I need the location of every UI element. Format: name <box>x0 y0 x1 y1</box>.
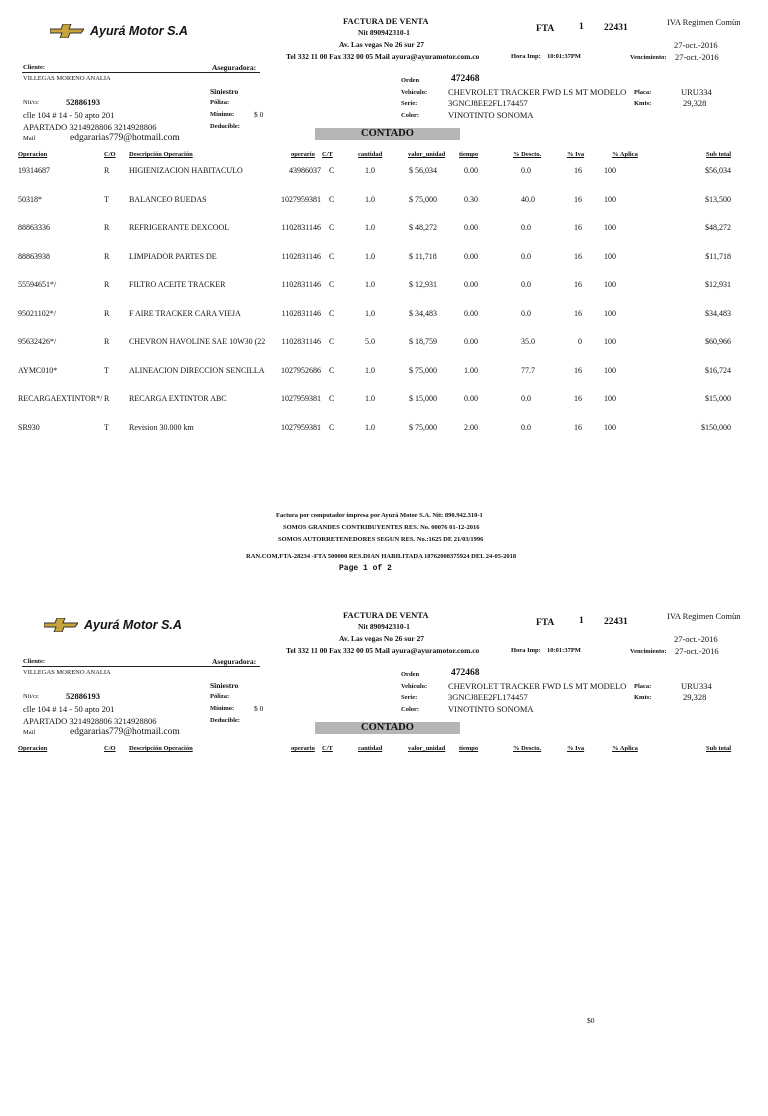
client-label: Cliente: <box>23 658 46 665</box>
policy-label: Póliza: <box>210 99 230 106</box>
cell-iva: 16 <box>574 423 582 432</box>
insurer-label: Aseguradora: <box>212 657 257 666</box>
col-tiempo: tiempo <box>459 745 479 752</box>
cell-aplica: 100 <box>604 309 616 318</box>
serial-number: 3GNCJ8EE2FL174457 <box>448 98 528 108</box>
vehicle-label: Vehículo: <box>401 89 428 96</box>
cell-operario: 1102831146 <box>281 223 321 232</box>
cell-operario: 43986037 <box>289 166 321 175</box>
doc-type: FTA <box>536 24 555 34</box>
mileage-label: Kmts: <box>634 100 652 107</box>
col-ct: C/T <box>322 745 333 752</box>
cell-cantidad: 5.0 <box>365 337 375 346</box>
company-nit: Nit 890942310-1 <box>358 622 410 631</box>
cell-co: T <box>104 195 109 204</box>
cell-descto: 0.0 <box>521 394 531 403</box>
cell-subtotal: $15,000 <box>705 394 731 403</box>
col-aplica: % Aplica <box>612 151 638 158</box>
footer-line-3: SOMOS AUTORRETENEDORES SEGUN RES. No.:1625 DE 21/03/1996 <box>278 536 484 543</box>
cell-aplica: 100 <box>604 252 616 261</box>
cell-valor-unidad: $ 75,000 <box>409 366 437 375</box>
col-aplica: % Aplica <box>612 745 638 752</box>
doc-series: 1 <box>579 616 584 626</box>
mileage: 29,328 <box>683 692 707 702</box>
cell-descripcion: REFRIGERANTE DEXCOOL <box>129 223 230 232</box>
cell-ct: C <box>329 223 335 232</box>
cell-ct: C <box>329 337 335 346</box>
cell-descto: 0.0 <box>521 223 531 232</box>
col-operario: operario <box>291 151 315 158</box>
company-address: Av. Las vegas No 26 sur 27 <box>339 634 424 643</box>
client-phones: APARTADO 3214928806 3214928806 <box>23 122 157 132</box>
cell-valor-unidad: $ 11,718 <box>409 252 437 261</box>
cell-operario: 1102831146 <box>281 280 321 289</box>
mileage: 29,328 <box>683 98 707 108</box>
cell-aplica: 100 <box>604 280 616 289</box>
cell-ct: C <box>329 195 335 204</box>
deductible-label: Deducible: <box>210 717 240 724</box>
cell-descripcion: LIMPIADOR PARTES DE <box>129 252 217 261</box>
cell-aplica: 100 <box>604 394 616 403</box>
cell-descripcion: RECARGA EXTINTOR ABC <box>129 394 227 403</box>
client-address: clle 104 # 14 - 50 apto 201 <box>23 704 115 714</box>
company-name: Ayurá Motor S.A <box>84 618 182 632</box>
col-subtotal: Sub total <box>706 151 732 158</box>
client-nit-label: Nit/cc <box>23 99 39 106</box>
cell-aplica: 100 <box>604 366 616 375</box>
cell-operacion: 88863336 <box>18 223 50 232</box>
order-label: Orden <box>401 77 420 84</box>
cell-descripcion: HIGIENIZACION HABITACULO <box>129 166 243 175</box>
cell-iva: 16 <box>574 252 582 261</box>
client-address: clle 104 # 14 - 50 apto 201 <box>23 110 115 120</box>
client-mail: edgararias779@hotmail.com <box>70 133 180 143</box>
serial-label: Serie: <box>401 100 418 107</box>
cell-tiempo: 0.00 <box>464 309 478 318</box>
cell-tiempo: 0.30 <box>464 195 478 204</box>
col-descripcion: Descripción Operación <box>129 745 193 752</box>
cell-ct: C <box>329 366 335 375</box>
plate-number: URU334 <box>681 87 712 97</box>
doc-number: 22431 <box>604 23 628 33</box>
payment-type-badge: CONTADO <box>315 722 460 734</box>
cell-iva: 16 <box>574 366 582 375</box>
cell-valor-unidad: $ 75,000 <box>409 423 437 432</box>
cell-operario: 1102831146 <box>281 252 321 261</box>
due-date: 27-oct.-2016 <box>675 646 719 656</box>
print-time: 10:01:37PM <box>547 647 581 654</box>
doc-number: 22431 <box>604 617 628 627</box>
due-date-label: Vencimiento: <box>630 648 667 655</box>
cell-operacion: SR930 <box>18 423 40 432</box>
company-logo <box>44 618 182 632</box>
color-label: Color: <box>401 706 420 713</box>
cell-iva: 16 <box>574 394 582 403</box>
serial-number: 3GNCJ8EE2FL174457 <box>448 692 528 702</box>
cell-descto: 40.0 <box>521 195 535 204</box>
col-subtotal: Sub total <box>706 745 732 752</box>
client-nit-label: Nit/cc <box>23 693 39 700</box>
cell-cantidad: 1.0 <box>365 394 375 403</box>
minimum-label: Mínimo: <box>210 705 235 712</box>
col-cantidad: cantidad <box>358 745 383 752</box>
client-nit: 52886193 <box>66 691 100 701</box>
print-time: 10:01:37PM <box>547 53 581 60</box>
col-operario: operario <box>291 745 315 752</box>
client-divider <box>22 666 260 667</box>
cell-descripcion: F AIRE TRACKER CARA VIEJA <box>129 309 241 318</box>
cell-co: R <box>104 280 110 289</box>
col-ct: C/T <box>322 151 333 158</box>
chevrolet-bowtie-icon <box>44 618 78 632</box>
cell-tiempo: 1.00 <box>464 366 478 375</box>
cell-operacion: RECARGAEXTINTOR*/ <box>18 394 103 403</box>
cell-valor-unidad: $ 18,759 <box>409 337 437 346</box>
company-address: Av. Las vegas No 26 sur 27 <box>339 40 424 49</box>
col-operacion: Operacion <box>18 745 48 752</box>
cell-operacion: 95021102*/ <box>18 309 56 318</box>
client-mail-label: Mail <box>23 729 36 736</box>
cell-aplica: 100 <box>604 223 616 232</box>
order-number: 472468 <box>451 74 480 84</box>
mileage-label: Kmts: <box>634 694 652 701</box>
cell-co: T <box>104 366 109 375</box>
cell-descripcion: FILTRO ACEITE TRACKER <box>129 280 226 289</box>
cell-tiempo: 0.00 <box>464 394 478 403</box>
cell-operacion: AYMC010* <box>18 366 58 375</box>
cell-tiempo: 0.00 <box>464 223 478 232</box>
order-label: Orden <box>401 671 420 678</box>
cell-iva: 16 <box>574 280 582 289</box>
cell-aplica: 100 <box>604 195 616 204</box>
cell-co: R <box>104 337 110 346</box>
cell-co: R <box>104 394 110 403</box>
doc-title: FACTURA DE VENTA <box>343 16 429 26</box>
cell-operacion: 88863938 <box>18 252 50 261</box>
cell-tiempo: 0.00 <box>464 252 478 261</box>
col-co: C/O <box>104 745 116 752</box>
tax-regime: IVA Regimen Comùn <box>667 611 741 621</box>
client-label: Cliente: <box>23 64 46 71</box>
serial-label: Serie: <box>401 694 418 701</box>
tax-regime: IVA Regimen Comùn <box>667 17 741 27</box>
col-co: C/O <box>104 151 116 158</box>
print-time-label: Hora Imp: <box>511 647 541 654</box>
cell-iva: 16 <box>574 166 582 175</box>
client-mail-label: Mail <box>23 135 36 142</box>
cell-cantidad: 1.0 <box>365 223 375 232</box>
col-valor-unidad: valor_unidad <box>408 745 446 752</box>
cell-iva: 0 <box>578 337 582 346</box>
cell-descripcion: Revision 30.000 km <box>129 423 194 432</box>
doc-title: FACTURA DE VENTA <box>343 610 429 620</box>
cell-tiempo: 2.00 <box>464 423 478 432</box>
invoice-page-2 <box>0 596 768 1116</box>
due-date-label: Vencimiento: <box>630 54 667 61</box>
client-name: VILLEGAS MORENO ANALIA <box>23 669 111 676</box>
cell-cantidad: 1.0 <box>365 280 375 289</box>
cell-iva: 16 <box>574 195 582 204</box>
plate-number: URU334 <box>681 681 712 691</box>
cell-subtotal: $11,718 <box>705 252 731 261</box>
cell-descto: 0.0 <box>521 252 531 261</box>
cell-operario: 1027959381 <box>281 423 321 432</box>
cell-operacion: 19314687 <box>18 166 50 175</box>
cell-ct: C <box>329 394 335 403</box>
cell-aplica: 100 <box>604 423 616 432</box>
col-iva: % Iva <box>567 151 585 158</box>
plate-label: Placa: <box>634 683 652 690</box>
cell-co: T <box>104 423 109 432</box>
col-descto: % Descto. <box>513 745 542 752</box>
vehicle-color: VINOTINTO SONOMA <box>448 110 534 120</box>
cell-co: R <box>104 223 110 232</box>
cell-descto: 35.0 <box>521 337 535 346</box>
cell-descripcion: BALANCEO RUEDAS <box>129 195 207 204</box>
col-iva: % Iva <box>567 745 585 752</box>
footer-line-2: SOMOS GRANDES CONTRIBUYENTES RES. No. 00076 01-12-2016 <box>283 524 480 531</box>
payment-type-badge: CONTADO <box>315 128 460 140</box>
cell-operario: 1102831146 <box>281 309 321 318</box>
cell-tiempo: 0.00 <box>464 166 478 175</box>
company-contact: Tel 332 11 00 Fax 332 00 05 Mail ayura@ayuramotor.com.co <box>286 52 480 61</box>
insurer-label: Aseguradora: <box>212 63 257 72</box>
client-nit: 52886193 <box>66 97 100 107</box>
cell-iva: 16 <box>574 309 582 318</box>
cell-iva: 16 <box>574 223 582 232</box>
client-phones: APARTADO 3214928806 3214928806 <box>23 716 157 726</box>
cell-cantidad: 1.0 <box>365 366 375 375</box>
cell-cantidad: 1.0 <box>365 309 375 318</box>
vehicle-model: CHEVROLET TRACKER FWD LS MT MODELO <box>448 87 627 97</box>
cell-cantidad: 1.0 <box>365 423 375 432</box>
company-contact: Tel 332 11 00 Fax 332 00 05 Mail ayura@ayuramotor.com.co <box>286 646 480 655</box>
cell-cantidad: 1.0 <box>365 195 375 204</box>
cell-subtotal: $60,966 <box>705 337 731 346</box>
invoice-date: 27-oct.-2016 <box>674 40 718 50</box>
claim-label: Siniestro <box>210 87 239 96</box>
cell-operacion: 55594651*/ <box>18 280 57 289</box>
cell-descto: 77.7 <box>521 366 535 375</box>
cell-ct: C <box>329 252 335 261</box>
cell-subtotal: $13,500 <box>705 195 731 204</box>
cell-valor-unidad: $ 56,034 <box>409 166 437 175</box>
vehicle-color: VINOTINTO SONOMA <box>448 704 534 714</box>
doc-series: 1 <box>579 22 584 32</box>
cell-descripcion: ALINEACION DIRECCION SENCILLA <box>129 366 265 375</box>
order-number: 472468 <box>451 668 480 678</box>
cell-operario: 1027959381 <box>281 394 321 403</box>
vehicle-model: CHEVROLET TRACKER FWD LS MT MODELO <box>448 681 627 691</box>
cell-aplica: 100 <box>604 337 616 346</box>
client-divider <box>22 72 260 73</box>
col-descripcion: Descripción Operación <box>129 151 193 158</box>
company-name: Ayurá Motor S.A <box>90 24 188 38</box>
cell-operario: 1102831146 <box>281 337 321 346</box>
cell-cantidad: 1.0 <box>365 252 375 261</box>
bottom-total: $0 <box>587 1016 595 1025</box>
cell-valor-unidad: $ 34,483 <box>409 309 437 318</box>
cell-subtotal: $12,931 <box>705 280 731 289</box>
col-cantidad: cantidad <box>358 151 383 158</box>
vehicle-label: Vehículo: <box>401 683 428 690</box>
cell-tiempo: 0.00 <box>464 280 478 289</box>
col-descto: % Descto. <box>513 151 542 158</box>
footer-line-1: Factura por computador impresa por Ayurá Motor S.A. Nit: 890.942.310-1 <box>276 512 483 519</box>
minimum-value: $ 0 <box>254 110 264 119</box>
cell-descto: 0.0 <box>521 423 531 432</box>
cell-ct: C <box>329 166 335 175</box>
cell-subtotal: $34,483 <box>705 309 731 318</box>
cell-descto: 0.0 <box>521 309 531 318</box>
plate-label: Placa: <box>634 89 652 96</box>
cell-descripcion: CHEVRON HAVOLINE SAE 10W30 (22 <box>129 337 266 346</box>
minimum-value: $ 0 <box>254 704 264 713</box>
cell-operacion: 95632426*/ <box>18 337 57 346</box>
print-time-label: Hora Imp: <box>511 53 541 60</box>
cell-co: R <box>104 252 110 261</box>
cell-subtotal: $56,034 <box>705 166 731 175</box>
cell-subtotal: $48,272 <box>705 223 731 232</box>
deductible-label: Deducible: <box>210 123 240 130</box>
color-label: Color: <box>401 112 420 119</box>
cell-ct: C <box>329 423 335 432</box>
company-nit: Nit 890942310-1 <box>358 28 410 37</box>
cell-operacion: 50318* <box>18 195 42 204</box>
col-tiempo: tiempo <box>459 151 479 158</box>
cell-ct: C <box>329 309 335 318</box>
cell-subtotal: $150,000 <box>701 423 731 432</box>
col-valor-unidad: valor_unidad <box>408 151 446 158</box>
cell-operario: 1027952686 <box>281 366 321 375</box>
cell-cantidad: 1.0 <box>365 166 375 175</box>
cell-operario: 1027959381 <box>281 195 321 204</box>
cell-valor-unidad: $ 15,000 <box>409 394 437 403</box>
invoice-date: 27-oct.-2016 <box>674 634 718 644</box>
cell-descto: 0.0 <box>521 280 531 289</box>
cell-valor-unidad: $ 12,931 <box>409 280 437 289</box>
client-name: VILLEGAS MORENO ANALIA <box>23 75 111 82</box>
cell-subtotal: $16,724 <box>705 366 731 375</box>
chevrolet-bowtie-icon <box>50 24 84 38</box>
cell-ct: C <box>329 280 335 289</box>
page-number: Page 1 of 2 <box>339 564 392 573</box>
cell-aplica: 100 <box>604 166 616 175</box>
due-date: 27-oct.-2016 <box>675 52 719 62</box>
minimum-label: Mínimo: <box>210 111 235 118</box>
cell-valor-unidad: $ 75,000 <box>409 195 437 204</box>
cell-tiempo: 0.00 <box>464 337 478 346</box>
company-logo <box>50 24 188 38</box>
client-mail: edgararias779@hotmail.com <box>70 727 180 737</box>
claim-label: Siniestro <box>210 681 239 690</box>
doc-type: FTA <box>536 618 555 628</box>
footer-line-4: RAN.COM.FTA-28234 -FTA 500000 RES.DIAN HABILITADA 18762008375924 DEL 24-05-2018 <box>246 553 517 560</box>
cell-descto: 0.0 <box>521 166 531 175</box>
col-operacion: Operacion <box>18 151 48 158</box>
cell-co: R <box>104 166 110 175</box>
policy-label: Póliza: <box>210 693 230 700</box>
cell-co: R <box>104 309 110 318</box>
cell-valor-unidad: $ 48,272 <box>409 223 437 232</box>
